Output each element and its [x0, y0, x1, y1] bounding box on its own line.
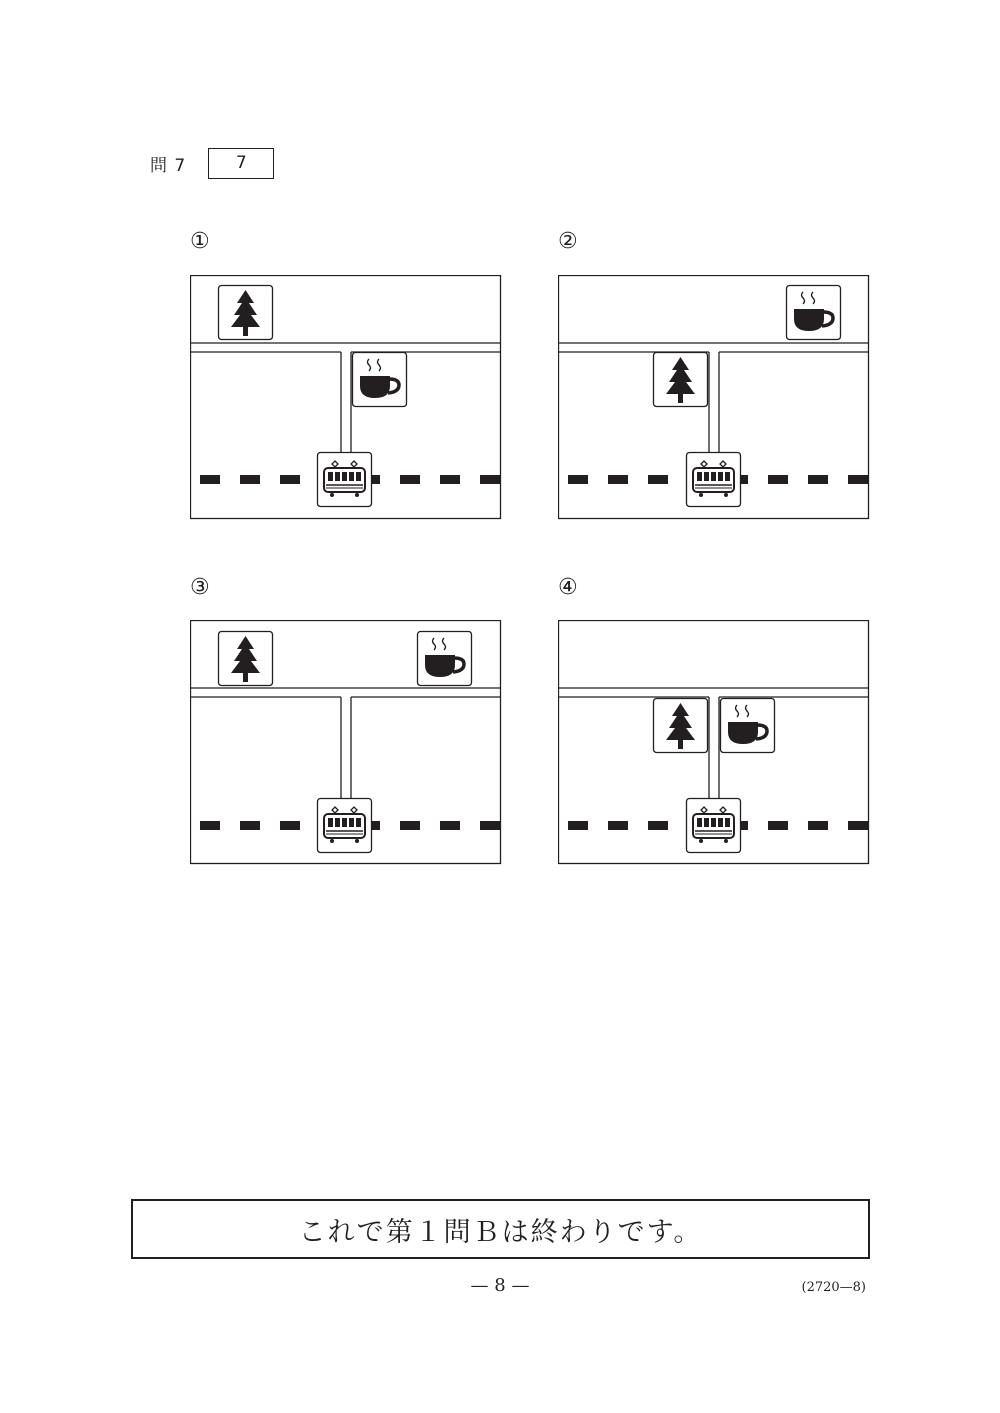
tree-icon: [219, 286, 273, 340]
option-2-map[interactable]: [558, 275, 870, 520]
tree-icon: [654, 353, 708, 407]
option-2-number: ②: [558, 229, 578, 254]
question-label: 問 7: [150, 155, 187, 176]
train-icon: [318, 453, 372, 507]
option-4-map[interactable]: [558, 620, 870, 865]
option-1-map[interactable]: [190, 275, 502, 520]
option-3-map[interactable]: [190, 620, 502, 865]
train-icon: [318, 799, 372, 853]
coffee-cup-icon: [787, 286, 841, 340]
option-3-number: ③: [190, 575, 210, 600]
page-number: — 8 —: [470, 1275, 530, 1296]
coffee-cup-icon: [418, 632, 472, 686]
answer-box[interactable]: 7: [208, 148, 274, 179]
tree-icon: [654, 699, 708, 753]
coffee-cup-icon: [353, 353, 407, 407]
train-icon: [687, 799, 741, 853]
option-1-number: ①: [190, 229, 210, 254]
end-notice-text: これで第１問Ｂは終わりです。: [298, 1216, 703, 1248]
option-4-number: ④: [558, 575, 578, 600]
question-header: [150, 147, 274, 179]
coffee-cup-icon: [721, 699, 775, 753]
tree-icon: [219, 632, 273, 686]
page-code: (2720—8): [801, 1280, 866, 1295]
end-notice-box: [131, 1199, 870, 1259]
train-icon: [687, 453, 741, 507]
